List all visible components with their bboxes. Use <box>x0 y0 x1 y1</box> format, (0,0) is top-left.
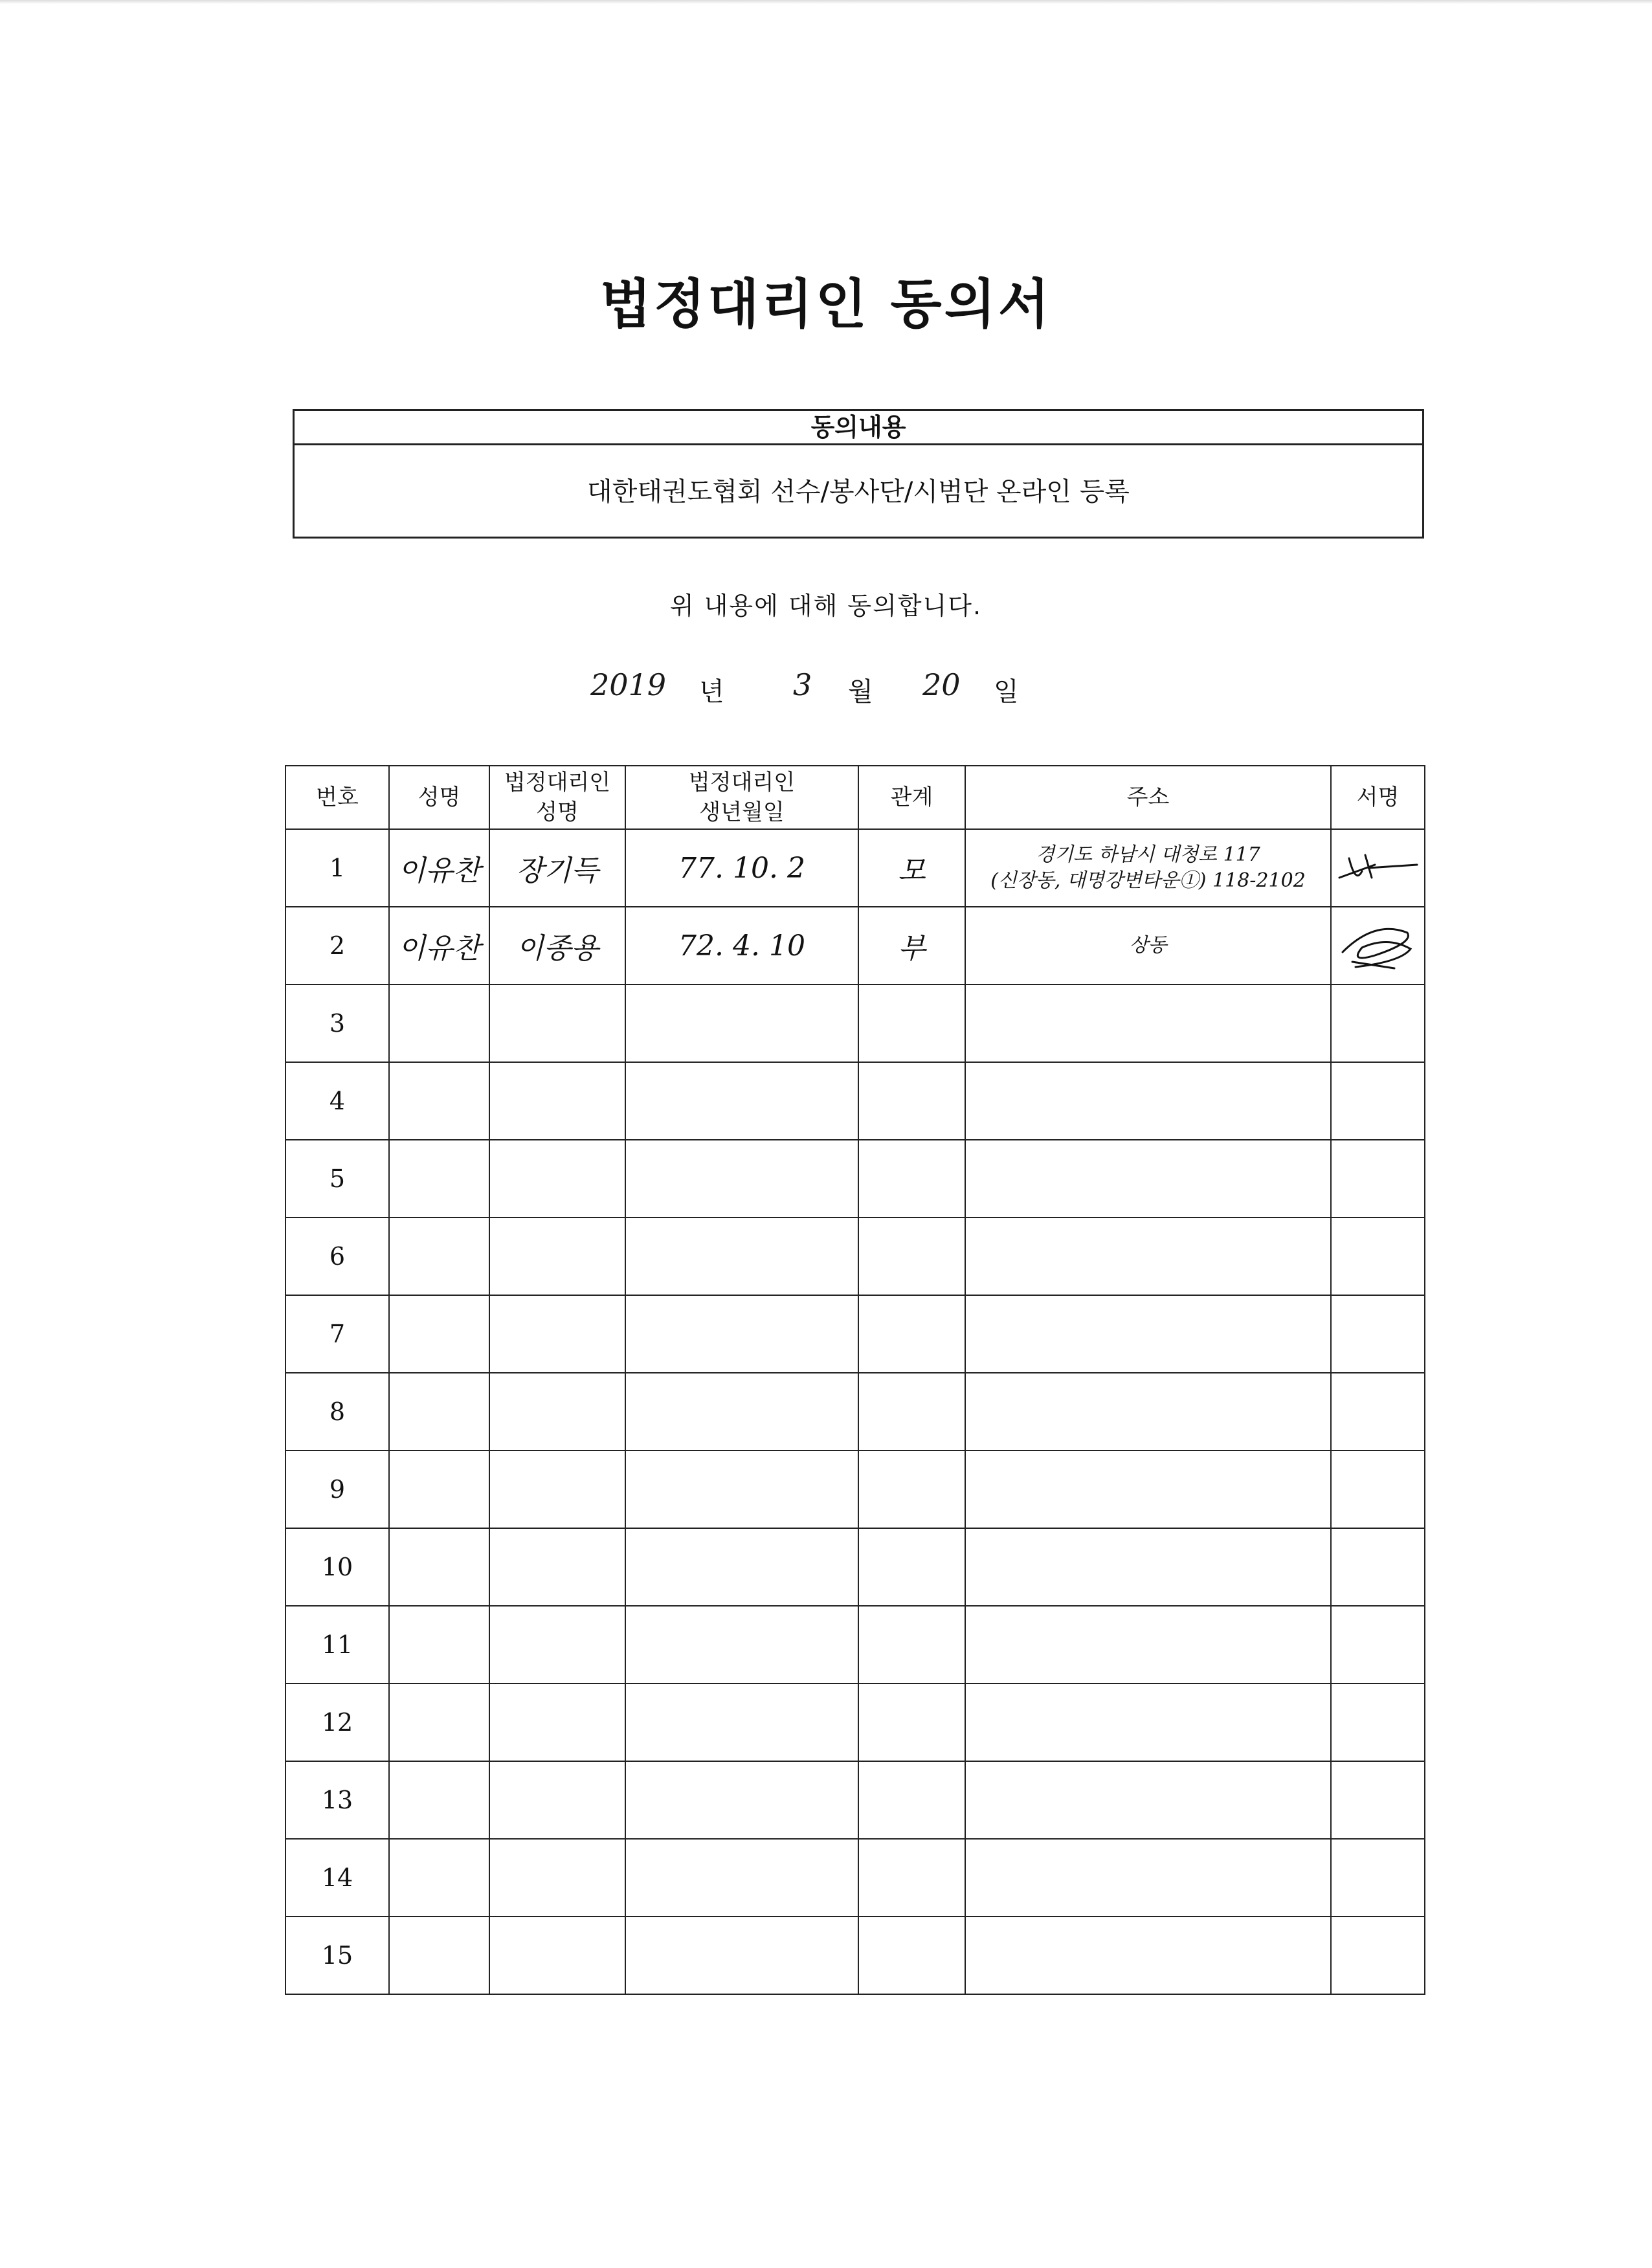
row-relation <box>858 1295 965 1373</box>
row-relation <box>858 1062 965 1140</box>
row-guardian-name <box>489 984 625 1062</box>
table-header-row <box>285 766 1425 829</box>
row-address <box>965 1217 1331 1295</box>
row-guardian-birth <box>625 1684 858 1761</box>
row-relation <box>858 1761 965 1839</box>
row-relation <box>858 1839 965 1917</box>
row-number: 14 <box>285 1839 389 1917</box>
row-name <box>389 1373 489 1451</box>
row-relation <box>858 1451 965 1528</box>
header-no: 번호 <box>285 766 389 829</box>
row-guardian-birth <box>625 1062 858 1140</box>
row-number: 5 <box>285 1140 389 1217</box>
row-guardian-birth <box>625 984 858 1062</box>
row-signature <box>1331 1761 1425 1839</box>
row-address <box>965 1528 1331 1606</box>
table-row <box>285 1295 1425 1373</box>
table-row <box>285 984 1425 1062</box>
row-address <box>965 1761 1331 1839</box>
row-relation <box>858 1606 965 1684</box>
row-guardian-name: 이종용 <box>489 907 625 984</box>
row-name <box>389 1606 489 1684</box>
row-relation <box>858 1528 965 1606</box>
table-row <box>285 1062 1425 1140</box>
table-row <box>285 1217 1425 1295</box>
row-guardian-name <box>489 1062 625 1140</box>
consent-header: 동의내용 <box>295 411 1422 445</box>
date-line <box>576 663 1094 715</box>
table-row <box>285 829 1425 907</box>
table-row <box>285 1684 1425 1761</box>
row-address <box>965 1839 1331 1917</box>
row-guardian-birth <box>625 1451 858 1528</box>
row-address <box>965 1140 1331 1217</box>
date-year: 2019 <box>590 667 667 702</box>
table-row <box>285 1528 1425 1606</box>
row-address <box>965 1917 1331 1994</box>
row-name <box>389 1062 489 1140</box>
row-guardian-birth <box>625 1917 858 1994</box>
row-guardian-name <box>489 1528 625 1606</box>
table-row <box>285 1761 1425 1839</box>
row-number: 15 <box>285 1917 389 1994</box>
row-guardian-birth <box>625 1140 858 1217</box>
header-name: 성명 <box>389 766 489 829</box>
row-guardian-birth <box>625 1528 858 1606</box>
consent-body: 대한태권도협회 선수/봉사단/시범단 온라인 등록 <box>587 477 1130 507</box>
row-address: 경기도 하남시 대청로 117 (신장동, 대명강변타운①) 118-2102 <box>965 829 1331 907</box>
row-signature <box>1331 1140 1425 1217</box>
row-relation <box>858 1684 965 1761</box>
row-number: 10 <box>285 1528 389 1606</box>
row-signature <box>1331 1295 1425 1373</box>
row-guardian-name <box>489 1373 625 1451</box>
row-guardian-birth <box>625 1839 858 1917</box>
registration-table <box>285 765 1425 1995</box>
row-signature <box>1331 1606 1425 1684</box>
row-name <box>389 984 489 1062</box>
row-guardian-name <box>489 1451 625 1528</box>
row-guardian-birth: 77. 10. 2 <box>625 829 858 907</box>
row-signature <box>1331 1839 1425 1917</box>
date-month: 3 <box>793 667 812 702</box>
row-name <box>389 1451 489 1528</box>
document-title: 법정대리인 동의서 <box>599 274 1053 335</box>
table-row <box>285 1606 1425 1684</box>
table-row <box>285 1839 1425 1917</box>
row-number: 6 <box>285 1217 389 1295</box>
row-guardian-birth <box>625 1373 858 1451</box>
row-signature <box>1331 984 1425 1062</box>
date-year-label: 년 <box>699 677 724 707</box>
row-name <box>389 1295 489 1373</box>
table-row <box>285 1917 1425 1994</box>
row-name <box>389 1917 489 1994</box>
row-signature <box>1331 1528 1425 1606</box>
row-signature <box>1331 829 1425 907</box>
row-guardian-name <box>489 1761 625 1839</box>
row-guardian-birth <box>625 1761 858 1839</box>
row-name <box>389 1839 489 1917</box>
row-number: 9 <box>285 1451 389 1528</box>
row-guardian-name <box>489 1140 625 1217</box>
row-signature <box>1331 1373 1425 1451</box>
row-relation: 부 <box>858 907 965 984</box>
table-row <box>285 1451 1425 1528</box>
row-signature <box>1331 1217 1425 1295</box>
header-guardian-name: 법정대리인 성명 <box>489 766 625 829</box>
header-guardian-birth: 법정대리인 생년월일 <box>625 766 858 829</box>
row-number: 12 <box>285 1684 389 1761</box>
row-guardian-name <box>489 1217 625 1295</box>
row-signature <box>1331 1451 1425 1528</box>
handwritten-signature-icon <box>1336 917 1420 975</box>
row-signature <box>1331 907 1425 984</box>
row-guardian-birth <box>625 1606 858 1684</box>
row-address <box>965 1373 1331 1451</box>
table-row <box>285 1140 1425 1217</box>
row-relation: 모 <box>858 829 965 907</box>
row-guardian-birth <box>625 1295 858 1373</box>
agree-statement: 위 내용에 대해 동의합니다. <box>669 592 983 620</box>
row-name <box>389 1761 489 1839</box>
row-address: 상동 <box>965 907 1331 984</box>
row-relation <box>858 984 965 1062</box>
row-guardian-birth <box>625 1217 858 1295</box>
row-signature <box>1331 1917 1425 1994</box>
row-guardian-name <box>489 1917 625 1994</box>
row-name <box>389 1217 489 1295</box>
row-relation <box>858 1917 965 1994</box>
row-number: 2 <box>285 907 389 984</box>
row-address <box>965 1684 1331 1761</box>
row-address <box>965 1062 1331 1140</box>
row-signature <box>1331 1062 1425 1140</box>
date-day: 20 <box>922 667 961 702</box>
row-guardian-name <box>489 1295 625 1373</box>
row-guardian-birth: 72. 4. 10 <box>625 907 858 984</box>
row-number: 8 <box>285 1373 389 1451</box>
consent-box <box>293 409 1424 539</box>
row-guardian-name <box>489 1839 625 1917</box>
row-guardian-name: 장기득 <box>489 829 625 907</box>
row-number: 3 <box>285 984 389 1062</box>
row-address <box>965 1606 1331 1684</box>
row-name <box>389 1684 489 1761</box>
date-month-label: 월 <box>848 677 873 707</box>
header-address: 주소 <box>965 766 1331 829</box>
row-name: 이유찬 <box>389 907 489 984</box>
handwritten-signature-icon <box>1336 839 1420 897</box>
row-signature <box>1331 1684 1425 1761</box>
row-address <box>965 1295 1331 1373</box>
row-relation <box>858 1140 965 1217</box>
table-row <box>285 907 1425 984</box>
row-number: 13 <box>285 1761 389 1839</box>
row-name <box>389 1140 489 1217</box>
row-relation <box>858 1373 965 1451</box>
row-number: 11 <box>285 1606 389 1684</box>
scan-edge <box>0 0 1652 4</box>
table-row <box>285 1373 1425 1451</box>
header-relation: 관계 <box>858 766 965 829</box>
row-address <box>965 1451 1331 1528</box>
row-number: 1 <box>285 829 389 907</box>
row-name <box>389 1528 489 1606</box>
row-guardian-name <box>489 1606 625 1684</box>
date-day-label: 일 <box>994 677 1019 707</box>
row-relation <box>858 1217 965 1295</box>
row-guardian-name <box>489 1684 625 1761</box>
row-name: 이유찬 <box>389 829 489 907</box>
row-address <box>965 984 1331 1062</box>
header-signature: 서명 <box>1331 766 1425 829</box>
row-number: 7 <box>285 1295 389 1373</box>
row-number: 4 <box>285 1062 389 1140</box>
